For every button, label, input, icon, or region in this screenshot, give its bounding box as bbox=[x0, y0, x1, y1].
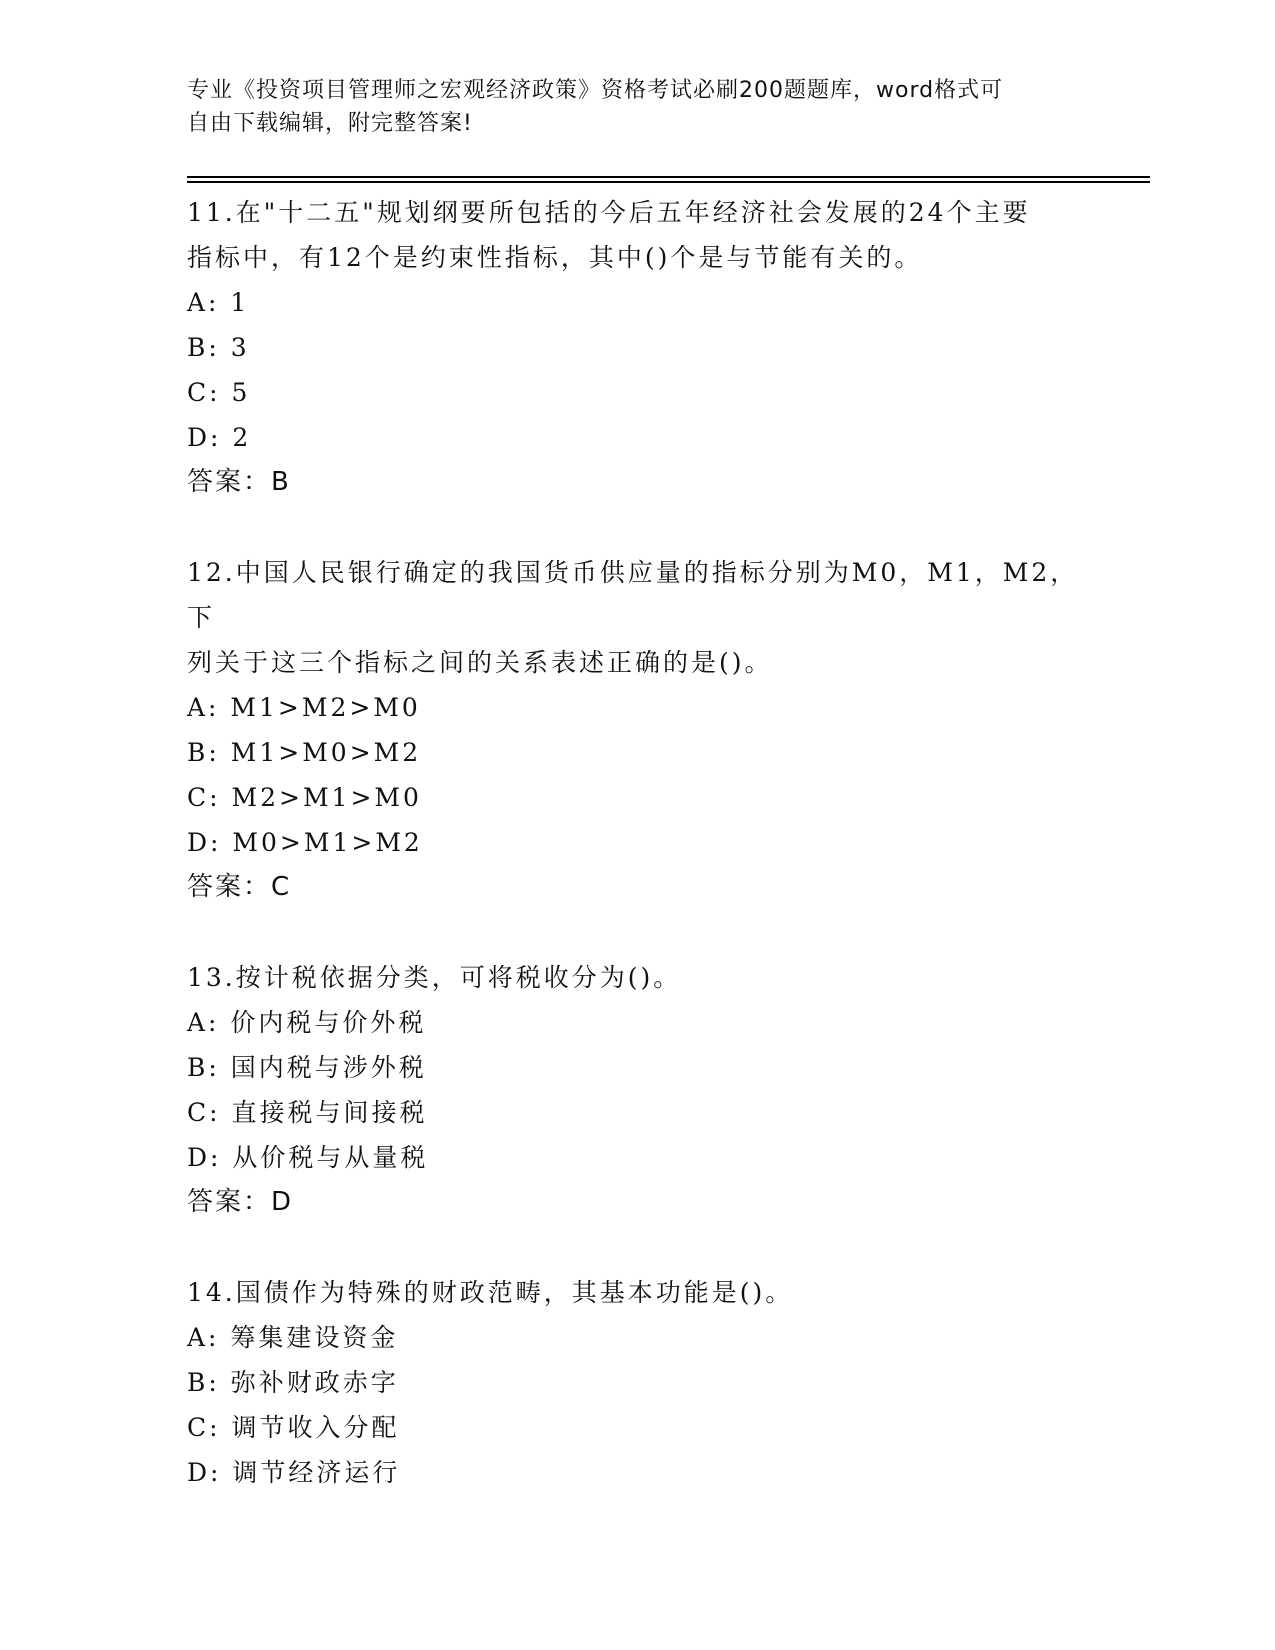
question-list bbox=[187, 190, 1087, 1540]
question-14 bbox=[187, 1270, 1087, 1495]
question-13 bbox=[187, 955, 1087, 1225]
header-divider-top bbox=[187, 176, 1150, 178]
option-b: B: 国内税与涉外税 bbox=[187, 1053, 427, 1082]
question-stem-line: 13.按计税依据分类，可将税收分为()。 bbox=[187, 963, 682, 992]
option-c: C: M2>M1>M0 bbox=[187, 783, 422, 812]
option-c: C: 5 bbox=[187, 378, 251, 407]
header-divider-bottom bbox=[187, 181, 1150, 183]
option-b: B: 3 bbox=[187, 333, 250, 362]
option-d: D: M0>M1>M2 bbox=[187, 828, 423, 857]
option-a: A: 价内税与价外税 bbox=[187, 1008, 427, 1037]
question-stem-line: 11.在"十二五"规划纲要所包括的今后五年经济社会发展的24个主要 bbox=[187, 198, 1031, 227]
option-d: D: 调节经济运行 bbox=[187, 1458, 401, 1487]
question-stem-line: 12.中国人民银行确定的我国货币供应量的指标分别为M0，M1，M2，下 bbox=[187, 558, 1079, 632]
option-a: A: 1 bbox=[187, 288, 250, 317]
option-b: B: M1>M0>M2 bbox=[187, 738, 422, 767]
answer: 答案：D bbox=[187, 1187, 294, 1217]
option-a: A: 筹集建设资金 bbox=[187, 1323, 399, 1352]
option-b: B: 弥补财政赤字 bbox=[187, 1368, 399, 1397]
option-c: C: 直接税与间接税 bbox=[187, 1098, 428, 1127]
document-header bbox=[187, 74, 1067, 140]
answer: 答案：B bbox=[187, 467, 291, 497]
question-11 bbox=[187, 190, 1087, 505]
option-d: D: 2 bbox=[187, 423, 252, 452]
answer: 答案：C bbox=[187, 872, 292, 902]
option-d: D: 从价税与从量税 bbox=[187, 1143, 429, 1172]
option-a: A: M1>M2>M0 bbox=[187, 693, 421, 722]
question-stem-line: 14.国债作为特殊的财政范畴，其基本功能是()。 bbox=[187, 1278, 794, 1307]
header-line-1: 专业《投资项目管理师之宏观经济政策》资格考试必刷200题题库，word格式可 bbox=[187, 78, 1004, 103]
question-12 bbox=[187, 550, 1087, 910]
header-line-2: 自由下载编辑，附完整答案! bbox=[187, 111, 473, 136]
question-stem-line: 指标中，有12个是约束性指标，其中()个是与节能有关的。 bbox=[187, 243, 923, 272]
question-stem-line: 列关于这三个指标之间的关系表述正确的是()。 bbox=[187, 648, 773, 677]
option-c: C: 调节收入分配 bbox=[187, 1413, 400, 1442]
